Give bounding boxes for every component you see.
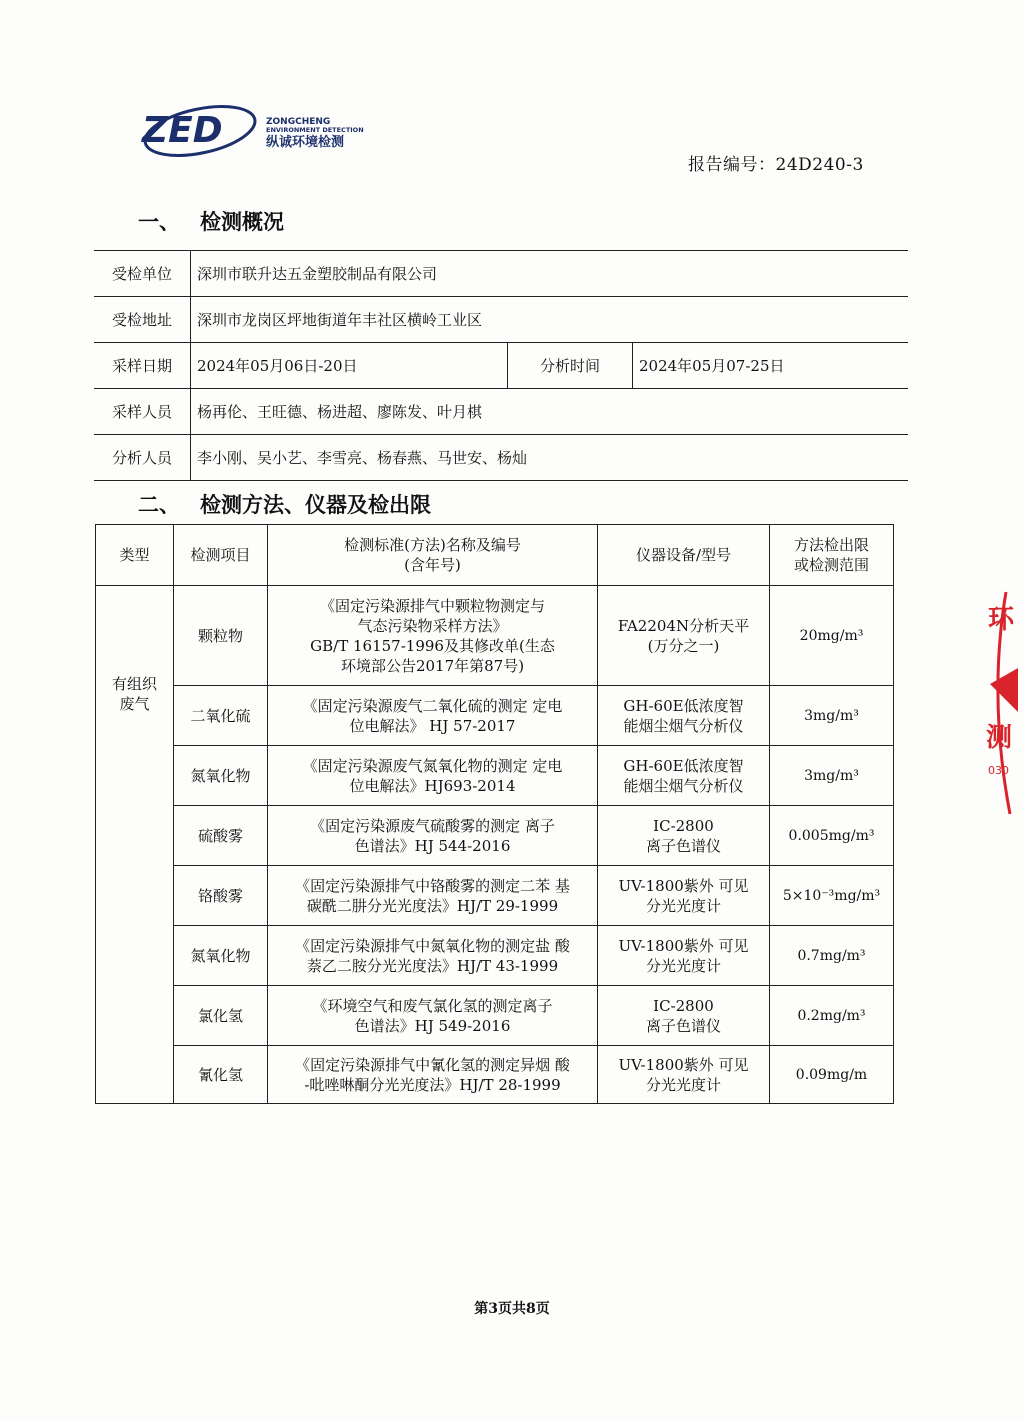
standard-cell: 《固定污染源排气中颗粒物测定与 气态污染物采样方法》 GB/T 16157-1996及其修改单(生态 环境部公告2017年第87号) [268,586,598,686]
method-row [96,986,894,1046]
overview-row [94,251,908,297]
header-instrument: 仪器设备/型号 [598,525,770,586]
address-value: 深圳市龙岗区坪地街道年丰社区横岭工业区 [191,297,909,343]
unit-label: 受检单位 [94,251,191,297]
report-number: 报告编号：24D240-3 [688,155,864,175]
svg-text:ENVIRONMENT DETECTION: ENVIRONMENT DETECTION [266,126,364,134]
sample-date-value: 2024年05月06日-20日 [191,343,508,389]
unit-value: 深圳市联升达五金塑胶制品有限公司 [191,251,909,297]
item-cell: 二氧化硫 [174,686,268,746]
item-cell: 硫酸雾 [174,806,268,866]
instrument-cell: GH-60E低浓度智 能烟尘烟气分析仪 [598,746,770,806]
overview-table [94,250,908,481]
analysts-label: 分析人员 [94,435,191,481]
item-cell: 氯化氢 [174,986,268,1046]
section-title-overview: 一、 检测概况 [138,210,284,234]
method-row [96,746,894,806]
standard-cell: 《固定污染源废气二氧化硫的测定 定电 位电解法》 HJ 57-2017 [268,686,598,746]
item-cell: 氮氧化物 [174,746,268,806]
svg-text:环: 环 [988,605,1015,635]
instrument-cell: IC-2800 离子色谱仪 [598,986,770,1046]
red-seal-stamp [966,588,1024,818]
limit-cell: 5×10⁻³mg/m³ [770,866,894,926]
samplers-value: 杨再伦、王旺德、杨进超、廖陈发、叶月棋 [191,389,909,435]
overview-row [94,435,908,481]
limit-cell: 3mg/m³ [770,686,894,746]
overview-row [94,389,908,435]
header-limit: 方法检出限 或检测范围 [770,525,894,586]
standard-cell: 《固定污染源废气硫酸雾的测定 离子 色谱法》HJ 544-2016 [268,806,598,866]
item-cell: 铬酸雾 [174,866,268,926]
instrument-cell: UV-1800紫外 可见 分光光度计 [598,866,770,926]
svg-text:ZED: ZED [142,110,223,151]
header-standard: 检测标准(方法)名称及编号 (含年号) [268,525,598,586]
method-row [96,806,894,866]
limit-cell: 0.09mg/m [770,1046,894,1104]
standard-cell: 《固定污染源排气中铬酸雾的测定二苯 基 碳酰二肼分光光度法》HJ/T 29-1999 [268,866,598,926]
header-item: 检测项目 [174,525,268,586]
method-row [96,866,894,926]
standard-cell: 《固定污染源废气氮氧化物的测定 定电 位电解法》HJ693-2014 [268,746,598,806]
method-row [96,1046,894,1104]
analysis-time-label: 分析时间 [508,343,633,389]
samplers-label: 采样人员 [94,389,191,435]
company-logo [140,94,400,164]
instrument-cell: UV-1800紫外 可见 分光光度计 [598,1046,770,1104]
methods-header-row [96,525,894,586]
item-cell: 颗粒物 [174,586,268,686]
svg-text:030: 030 [988,764,1009,777]
item-cell: 氮氧化物 [174,926,268,986]
methods-body [96,586,894,1104]
limit-cell: 0.2mg/m³ [770,986,894,1046]
item-cell: 氰化氢 [174,1046,268,1104]
method-row [96,926,894,986]
instrument-cell: FA2204N分析天平 (万分之一) [598,586,770,686]
section-title-methods: 二、 检测方法、仪器及检出限 [138,493,431,517]
page-number: 第3页共8页 [474,1301,550,1317]
header-type: 类型 [96,525,174,586]
analysis-time-value: 2024年05月07-25日 [633,343,909,389]
svg-text:测: 测 [986,723,1013,753]
standard-cell: 《固定污染源排气中氰化氢的测定异烟 酸 -吡唑啉酮分光光度法》HJ/T 28-1999 [268,1046,598,1104]
overview-row [94,297,908,343]
limit-cell: 3mg/m³ [770,746,894,806]
method-row [96,686,894,746]
type-cell: 有组织 废气 [96,586,174,1104]
svg-text:纵诚环境检测: 纵诚环境检测 [266,135,345,150]
sample-date-label: 采样日期 [94,343,191,389]
standard-cell: 《固定污染源排气中氮氧化物的测定盐 酸 萘乙二胺分光光度法》HJ/T 43-1999 [268,926,598,986]
overview-row [94,343,908,389]
address-label: 受检地址 [94,297,191,343]
instrument-cell: IC-2800 离子色谱仪 [598,806,770,866]
limit-cell: 20mg/m³ [770,586,894,686]
analysts-value: 李小刚、吴小艺、李雪亮、杨春燕、马世安、杨灿 [191,435,909,481]
methods-table [95,524,894,1104]
svg-text:ZONGCHENG: ZONGCHENG [266,117,331,127]
limit-cell: 0.7mg/m³ [770,926,894,986]
method-row [96,586,894,686]
instrument-cell: GH-60E低浓度智 能烟尘烟气分析仪 [598,686,770,746]
standard-cell: 《环境空气和废气氯化氢的测定离子 色谱法》HJ 549-2016 [268,986,598,1046]
limit-cell: 0.005mg/m³ [770,806,894,866]
instrument-cell: UV-1800紫外 可见 分光光度计 [598,926,770,986]
